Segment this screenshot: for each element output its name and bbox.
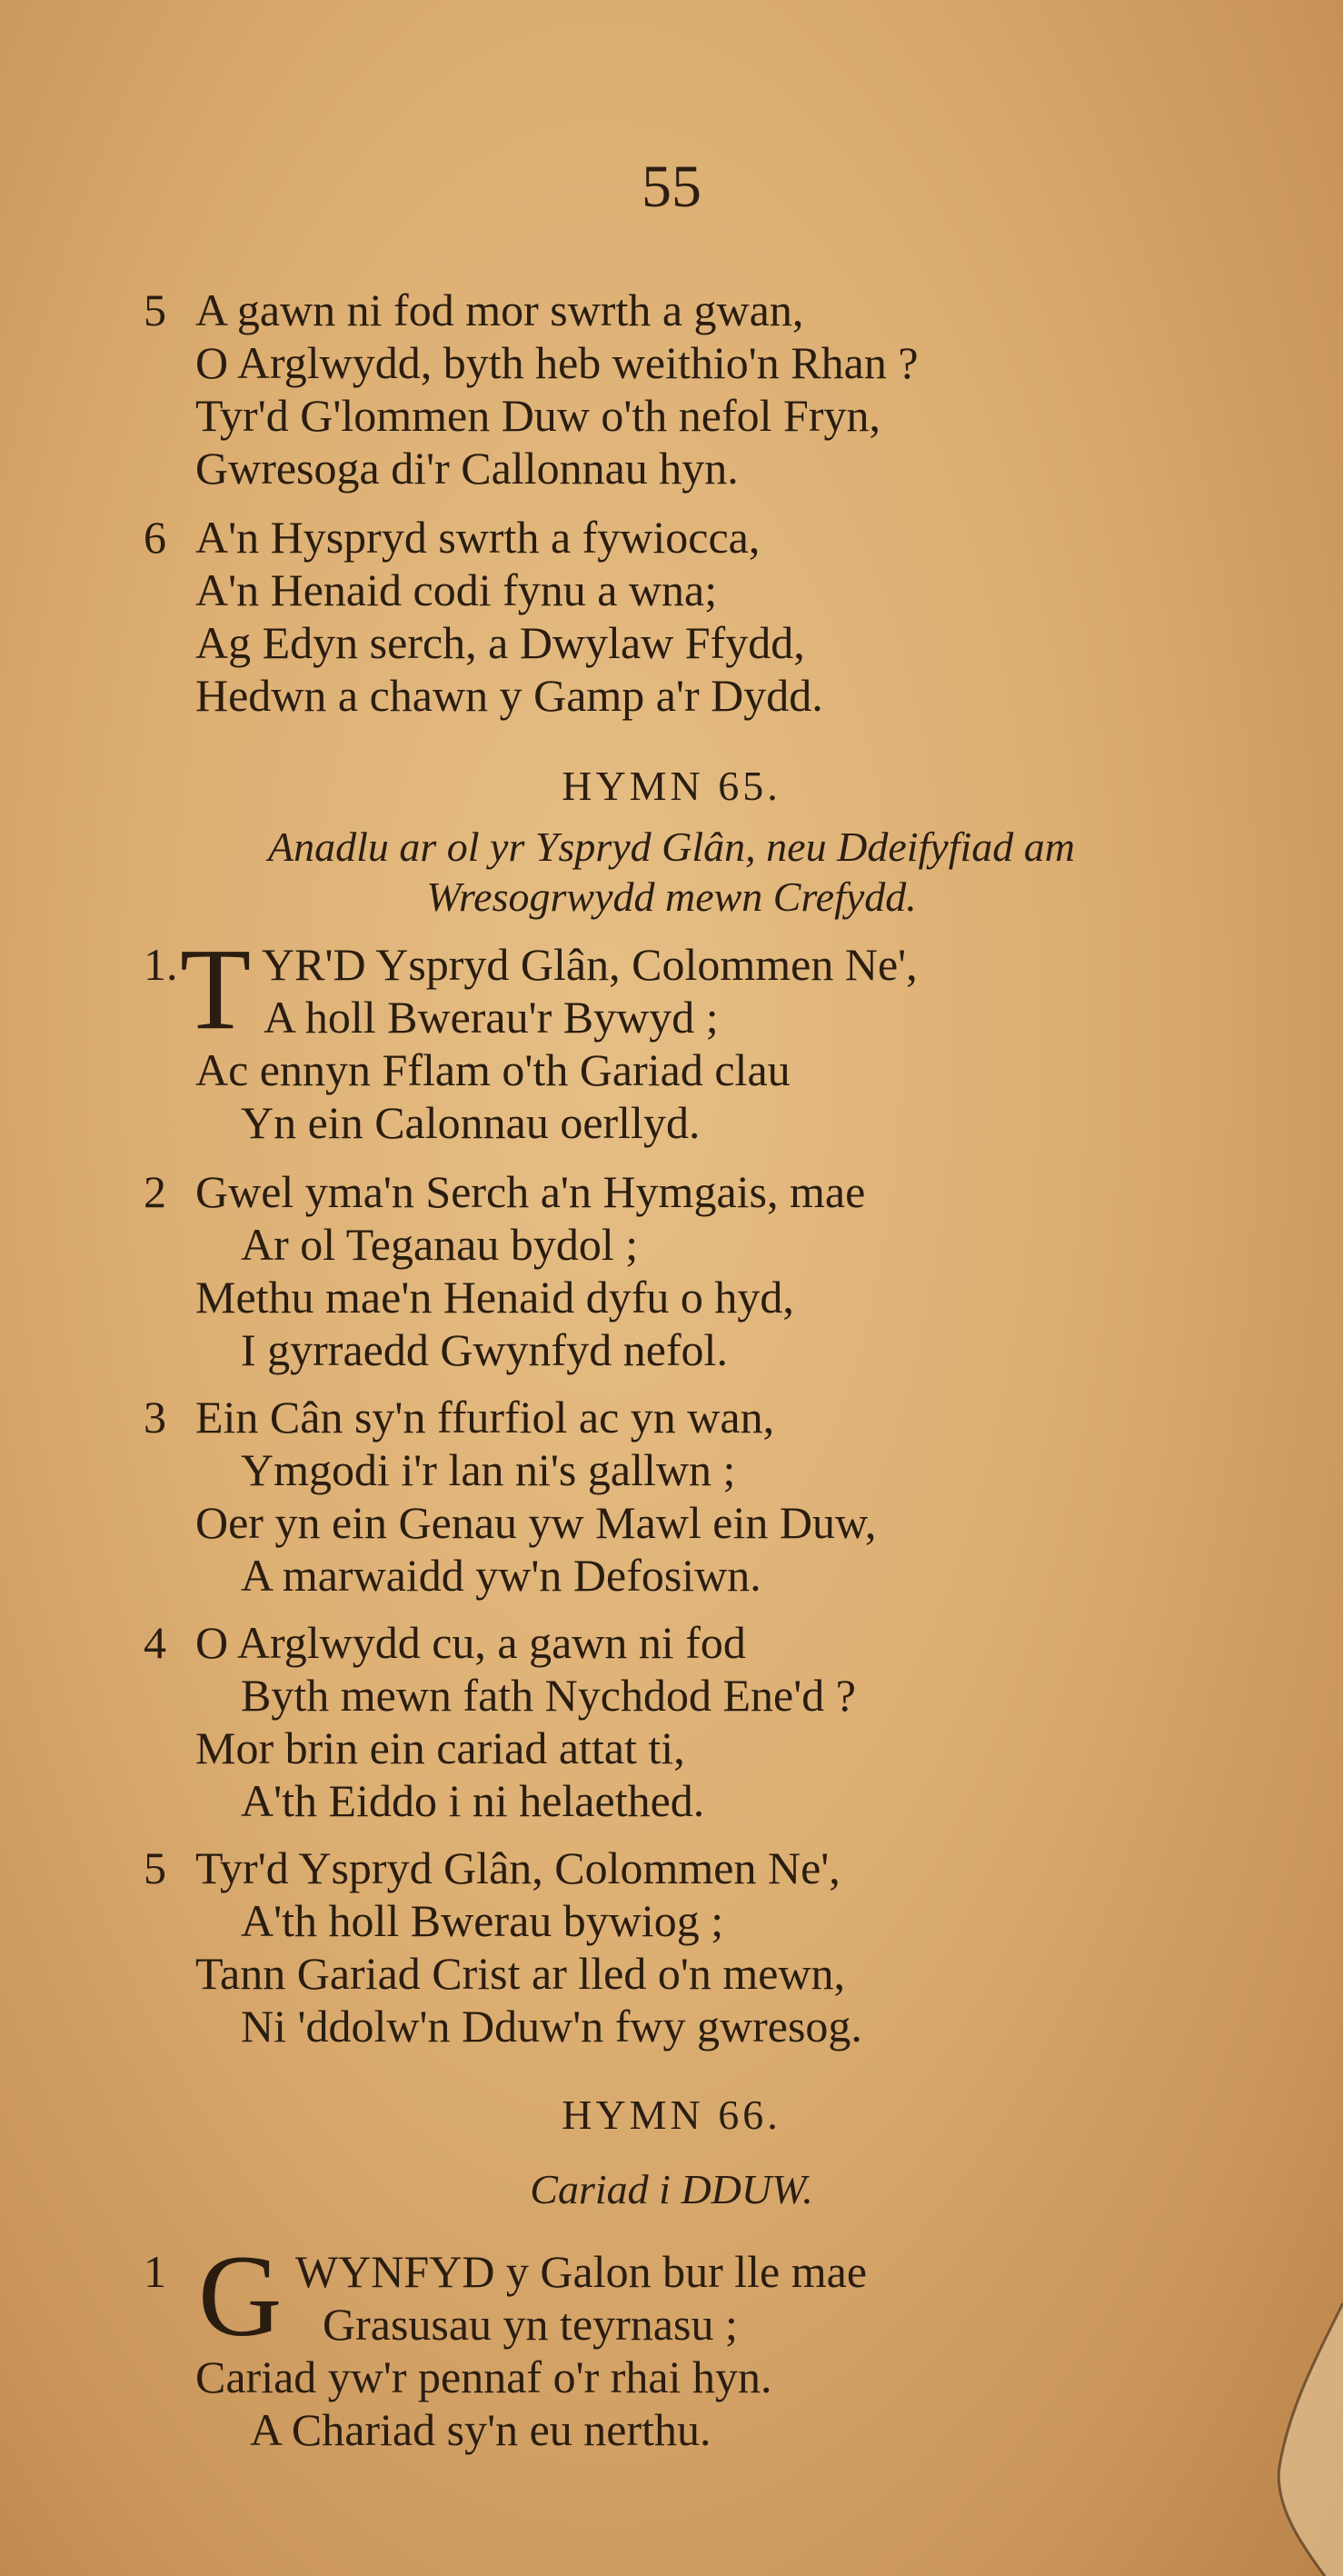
hymn-65-subtitle: Anadlu ar ol yr Yspryd Glân, neu Ddeifyfiad am — [268, 824, 1075, 870]
hymn-65-heading: HYMN 65. — [562, 763, 781, 809]
verse-line: A'th holl Bwerau bywiog ; — [241, 1895, 724, 1946]
verse-line: Oer yn ein Genau yw Mawl ein Duw, — [195, 1497, 877, 1548]
verse-line: A gawn ni fod mor swrth a gwan, — [195, 285, 804, 335]
verse-number: 4 — [144, 1617, 166, 1668]
verse-line: Ag Edyn serch, a Dwylaw Ffydd, — [195, 617, 805, 668]
verse-number: 1 — [144, 2246, 166, 2297]
verse-line: Tyr'd G'lommen Duw o'th nefol Fryn, — [195, 390, 881, 441]
verse-line: Mor brin ein cariad attat ti, — [195, 1722, 685, 1773]
verse-line: Tann Gariad Crist ar lled o'n mewn, — [195, 1948, 846, 1999]
verse-number: 5 — [144, 285, 166, 335]
verse-line: YR'D Yspryd Glân, Colommen Ne', — [262, 939, 918, 990]
verse-line: O Arglwydd cu, a gawn ni fod — [195, 1617, 746, 1668]
verse-line: A'n Hyspryd swrth a fywiocca, — [195, 512, 761, 563]
verse-line: Ymgodi i'r lan ni's gallwn ; — [241, 1444, 736, 1495]
verse-line: A'th Eiddo i ni helaethed. — [241, 1775, 705, 1826]
verse-line: Methu mae'n Henaid dyfu o hyd, — [195, 1272, 794, 1323]
verse-line: A'n Henaid codi fynu a wna; — [195, 564, 718, 615]
verse-number: 2 — [144, 1166, 166, 1217]
verse-line: Ni 'ddolw'n Dduw'n fwy gwresog. — [241, 2001, 862, 2052]
verse-line: Ein Cân sy'n ffurfiol ac yn wan, — [195, 1392, 775, 1443]
drop-cap: G — [198, 2232, 283, 2361]
hymn-66-heading: HYMN 66. — [562, 2092, 781, 2138]
verse-line: I gyrraedd Gwynfyd nefol. — [241, 1324, 728, 1375]
verse-line: A holl Bwerau'r Bywyd ; — [264, 992, 719, 1043]
verse-line: Grasusau yn teyrnasu ; — [323, 2299, 738, 2350]
verse-line: A marwaidd yw'n Defosiwn. — [241, 1550, 761, 1601]
hymn-66-subtitle: Cariad i DDUW. — [530, 2166, 813, 2212]
page-number: 55 — [642, 154, 701, 220]
verse-line: Yn ein Calonnau oerllyd. — [241, 1097, 701, 1148]
torn-page-edge-decoration — [1225, 2285, 1343, 2576]
verse-line: Gwel yma'n Serch a'n Hymgais, mae — [195, 1166, 866, 1217]
verse-line: Byth mewn fath Nychdod Ene'd ? — [241, 1670, 856, 1721]
drop-cap: T — [180, 924, 252, 1053]
verse-line: A Chariad sy'n eu nerthu. — [250, 2404, 711, 2455]
verse-number: 3 — [144, 1392, 166, 1443]
verse-number: 6 — [144, 512, 166, 563]
verse-line: Ac ennyn Fflam o'th Gariad clau — [195, 1044, 791, 1095]
verse-line: WYNFYD y Galon bur lle mae — [295, 2246, 868, 2297]
verse-line: Hedwn a chawn y Gamp a'r Dydd. — [195, 670, 823, 721]
verse-line: O Arglwydd, byth heb weithio'n Rhan ? — [195, 337, 919, 388]
verse-line: Gwresoga di'r Callonnau hyn. — [195, 443, 739, 494]
verse-line: Tyr'd Yspryd Glân, Colommen Ne', — [195, 1842, 841, 1893]
hymn-65-subtitle-cont: Wresogrwydd mewn Crefydd. — [426, 874, 917, 920]
verse-number: 5 — [144, 1842, 166, 1893]
verse-line: Cariad yw'r pennaf o'r rhai hyn. — [195, 2351, 772, 2402]
verse-line: Ar ol Teganau bydol ; — [241, 1219, 639, 1270]
verse-number: 1. — [144, 939, 178, 990]
